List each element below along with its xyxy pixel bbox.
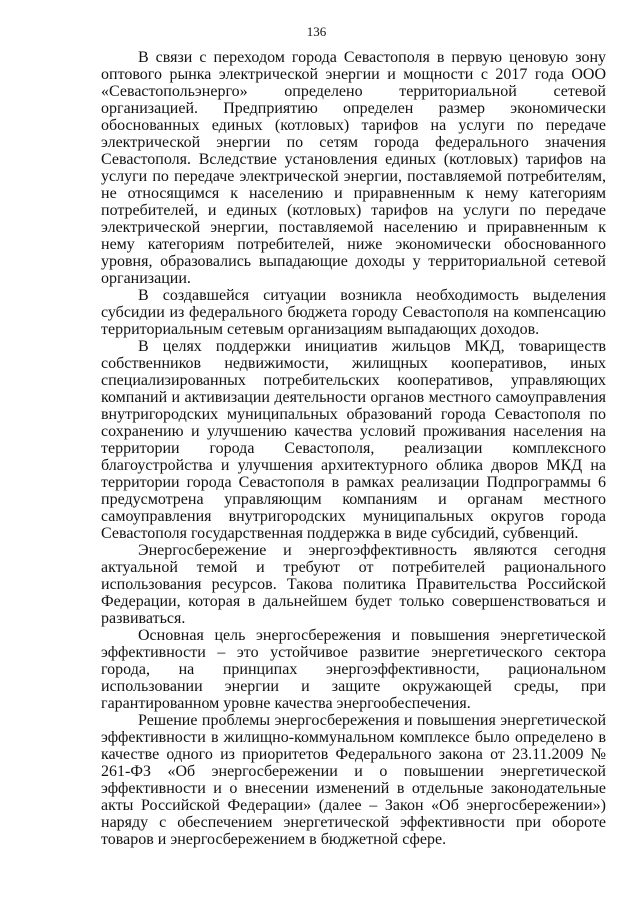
paragraph-mkd-support: В целях поддержки инициатив жильцов МКД, товариществ собственников недвижимости, жилищных кооперативов, иных специализированных потребительских кооперативов, управляющих компаний и активизации деятельности органов местного самоуправления внутригородских муниципальных образований города Севастополя по сохранению и улучшению качества условий проживания населения на территории города Севастополя, реализации комплексного благоустройства и улучшения архитектурного облика дворов МКД на территории города Севастополя в рамках реализации Подпрограммы 6 предусмотрена управляющим компаниям и органам местного самоуправления внутригородских муниципальных округов города Севастополя государственная поддержка в виде субсидий, субвенций. bbox=[101, 338, 606, 542]
paragraph-federal-law: Решение проблемы энергосбережения и повышения энергетической эффективности в жилищно-коммунальном комплексе было определено в качестве одного из приоритетов Федерального закона от 23.11.2009 № 261-ФЗ «Об энергосбережении и о повышении энергетической эффективности и о внесении изменений в отдельные законодательные акты Российской Федерации» (далее – Закон «Об энергосбережении») наряду с обеспечением энергетической эффективности при обороте товаров и энергосбережением в бюджетной сфере. bbox=[101, 712, 606, 848]
paragraph-main-goal: Основная цель энергосбережения и повышения энергетической эффективности – это устойчивое развитие энергетического сектора города, на принципах энергоэффективности, рациональном использовании энергии и защите окружающей среды, при гарантированном уровне качества энергообеспечения. bbox=[101, 627, 606, 712]
page-number: 136 bbox=[306, 24, 327, 39]
paragraph-subsidy-need: В создавшейся ситуации возникла необходимость выделения субсидии из федерального бюджета городу Севастополя на компенсацию территориальным сетевым организациям выпадающих доходов. bbox=[101, 287, 606, 338]
paragraph-price-zone-transition: В связи с переходом города Севастополя в первую ценовую зону оптового рынка электрической энергии и мощности с 2017 года ООО «Севастопольэнерго» определено территориальной сетевой организацией. Предприятию определен размер экономически обоснованных единых (котловых) тарифов на услуги по передаче электрической энергии по сетям города федерального значения Севастополя. Вследствие установления единых (котловых) тарифов на услуги по передаче электрической энергии, поставляемой потребителям, не относящимся к населению и приравненным к нему категориям потребителей, и единых (котловых) тарифов на услуги по передаче электрической энергии, поставляемой населению и приравненным к нему категориям потребителей, ниже экономически обоснованного уровня, образовались выпадающие доходы у территориальной сетевой организации. bbox=[101, 49, 606, 287]
paragraph-energy-saving-topic: Энергосбережение и энергоэффективность являются сегодня актуальной темой и требуют от потребителей рационального использования ресурсов. Такова политика Правительства Российской Федерации, которая в дальнейшем будет только совершенствоваться и развиваться. bbox=[101, 542, 606, 627]
document-body bbox=[101, 49, 606, 848]
